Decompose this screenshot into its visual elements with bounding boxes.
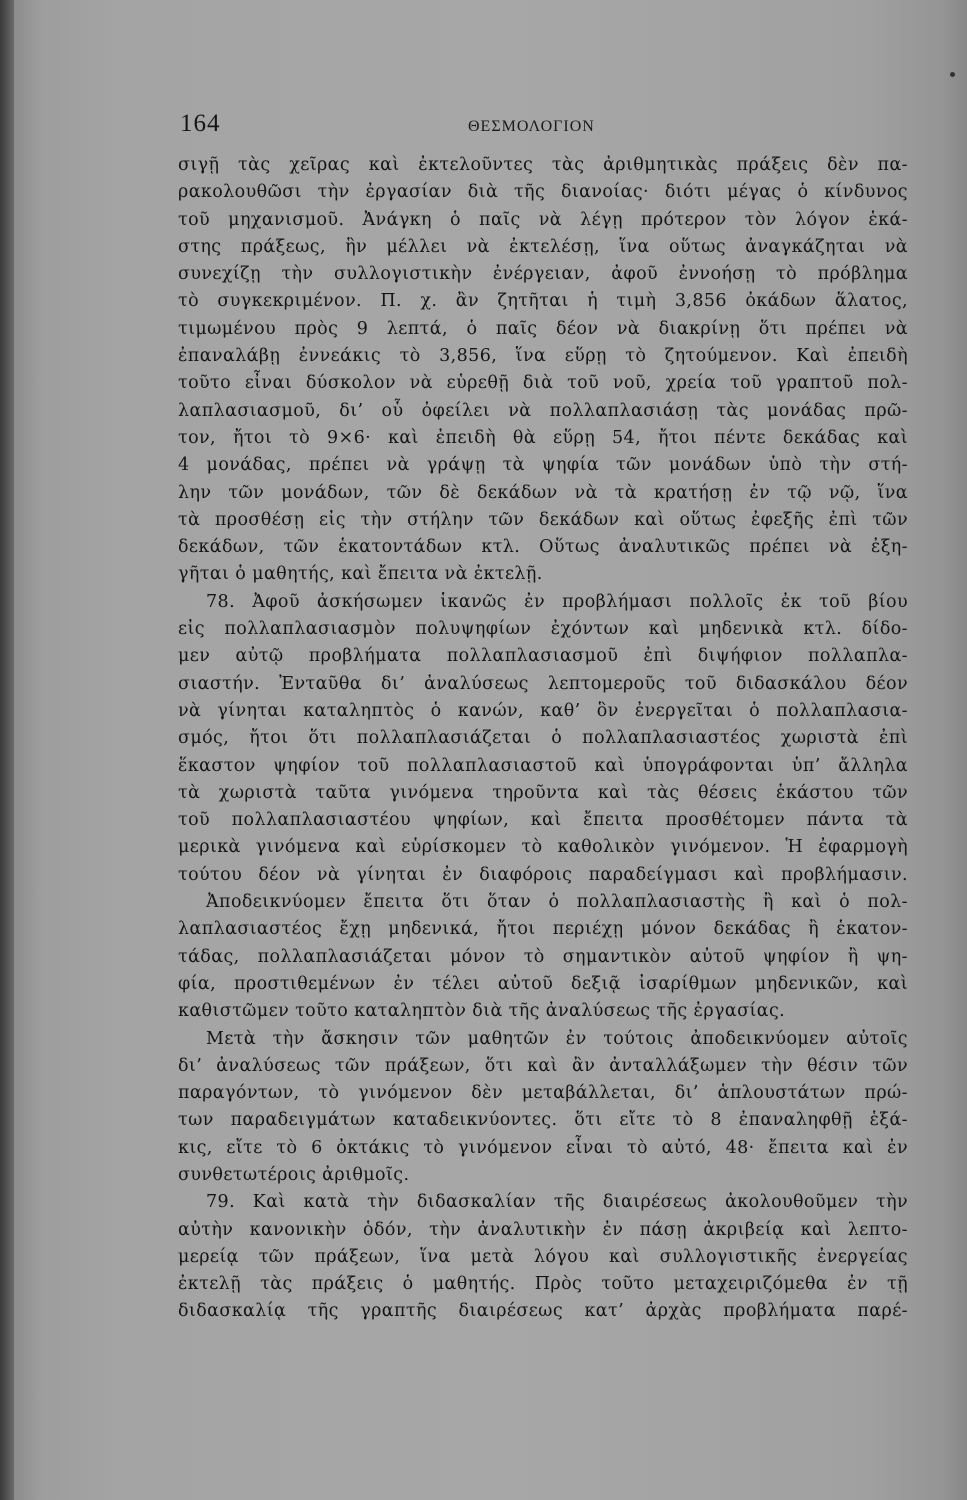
text-line: τοῦτο εἶναι δύσκολον νὰ εὑρεθῇ διὰ τοῦ νοῦ, χρεία τοῦ γραπτοῦ πολ- [178, 373, 908, 394]
text-line: δεκάδων, τῶν ἑκατοντάδων κτλ. Οὕτως ἀναλυτικῶς πρέπει νὰ ἐξη- [178, 537, 908, 558]
text-line: λαπλασιασμοῦ, δι’ οὗ ὀφείλει νὰ πολλαπλασιάσῃ τὰς μονάδας πρῶ- [178, 400, 908, 421]
text-line: παραγόντων, τὸ γινόμενον δὲν μεταβάλλεται, δι’ ἁπλουστάτων πρώ- [178, 1083, 908, 1104]
text-line: εἰς πολλαπλασιασμὸν πολυψηφίων ἐχόντων καὶ μηδενικὰ κτλ. δίδο- [178, 619, 908, 640]
text-line: τούτου δέον νὰ γίνηται ἐν διαφόροις παραδείγμασι καὶ προβλήμασιν. [178, 864, 908, 885]
spine-shadow [0, 0, 14, 1500]
ink-spot [950, 72, 955, 77]
text-line: ἕκαστον ψηφίον τοῦ πολλαπλασιαστοῦ καὶ ὑπογράφονται ὑπ’ ἄλληλα [178, 755, 908, 776]
paragraph-first-line: Ἀποδεικνύομεν ἔπειτα ὅτι ὅταν ὁ πολλαπλασιαστὴς ἢ καὶ ὁ πολ- [206, 892, 908, 913]
text-line: ἐκτελῇ τὰς πράξεις ὁ μαθητής. Πρὸς τοῦτο μεταχειριζόμεθα ἐν τῇ [178, 1274, 908, 1295]
text-line: ρακολουθῶσι τὴν ἐργασίαν διὰ τῆς διανοίας· διότι μέγας ὁ κίνδυνος [178, 182, 908, 203]
text-line: φία, προστιθεμένων ἐν τέλει αὐτοῦ δεξιᾷ ἰσαρίθμων μηδενικῶν, καὶ [178, 973, 908, 994]
paragraph-first-line: Μετὰ τὴν ἄσκησιν τῶν μαθητῶν ἐν τούτοις ἀποδεικνύομεν αὐτοῖς [206, 1028, 908, 1049]
text-line: ἐπαναλάβῃ ἐννεάκις τὸ 3,856, ἵνα εὕρῃ τὸ ζητούμενον. Καὶ ἐπειδὴ [178, 346, 908, 367]
text-line: λαπλασιαστέος ἔχῃ μηδενικά, ἤτοι περιέχῃ μόνον δεκάδας ἢ ἑκατον- [178, 919, 908, 940]
text-line: αὐτὴν κανονικὴν ὁδόν, τὴν ἀναλυτικὴν ἐν πάσῃ ἀκριβείᾳ καὶ λεπτο- [178, 1219, 908, 1240]
section-79-first-line: 79. Καὶ κατὰ τὴν διδασκαλίαν τῆς διαιρέσεως ἀκολουθοῦμεν τὴν [206, 1192, 908, 1213]
text-line: κις, εἴτε τὸ 6 ὀκτάκις τὸ γινόμενον εἶναι τὸ αὐτό, 48· ἔπειτα καὶ ἐν [178, 1137, 908, 1158]
text-line: δι’ ἀναλύσεως τῶν πράξεων, ὅτι καὶ ἂν ἀνταλλάξωμεν τὴν θέσιν τῶν [178, 1055, 908, 1076]
paragraph-end-line: καθιστῶμεν τοῦτο καταληπτὸν διὰ τῆς ἀναλύσεως τῆς ἐργασίας. [178, 1001, 786, 1022]
text-line: τοῦ μηχανισμοῦ. Ἀνάγκη ὁ παῖς νὰ λέγῃ πρότερον τὸν λόγον ἑκά- [178, 209, 908, 230]
text-line: συνεχίζῃ τὴν συλλογιστικὴν ἐνέργειαν, ἀφοῦ ἐννοήσῃ τὸ πρόβλημα [178, 264, 908, 285]
text-line: τὸ συγκεκριμένον. Π. χ. ἂν ζητῆται ἡ τιμὴ 3,856 ὀκάδων ἅλατος, [178, 291, 908, 312]
text-line: νὰ γίνηται καταληπτὸς ὁ κανών, καθ’ ὃν ἐνεργεῖται ὁ πολλαπλασια- [178, 700, 908, 721]
paragraph-end-line: συνθετωτέροις ἀριθμοῖς. [178, 1164, 410, 1185]
text-line: τὰ προσθέσῃ εἰς τὴν στήλην τῶν δεκάδων καὶ οὕτως ἐφεξῆς ἐπὶ τῶν [178, 509, 908, 530]
text-line: σιγῇ τὰς χεῖρας καὶ ἐκτελοῦντες τὰς ἀριθμητικὰς πράξεις δὲν πα- [178, 155, 908, 175]
text-line: λην τῶν μονάδων, τῶν δὲ δεκάδων νὰ τὰ κρατήσῃ ἐν τῷ νῷ, ἵνα [178, 482, 908, 503]
text-line: τιμωμένου πρὸς 9 λεπτά, ὁ παῖς δέον νὰ διακρίνῃ ὅτι πρέπει νὰ [178, 318, 908, 339]
text-line: σμός, ἤτοι ὅτι πολλαπλασιάζεται ὁ πολλαπλασιαστέος χωριστὰ ἐπὶ [178, 728, 908, 749]
text-line: μερείᾳ τῶν πράξεων, ἵνα μετὰ λόγου καὶ συλλογιστικῆς ἐνεργείας [178, 1246, 908, 1267]
text-line: σιαστήν. Ἐνταῦθα δι’ ἀναλύσεως λεπτομεροῦς τοῦ διδασκάλου δέον [178, 673, 908, 694]
text-line: τὰ χωριστὰ ταῦτα γινόμενα τηροῦντα καὶ τὰς θέσεις ἑκάστου τῶν [178, 782, 908, 803]
text-line: τοῦ πολλαπλασιαστέου ψηφίων, καὶ ἔπειτα προσθέτομεν πάντα τὰ [178, 810, 908, 831]
text-line: των παραδειγμάτων καταδεικνύοντες. ὅτι εἴτε τὸ 8 ἐπαναληφθῇ ἑξά- [178, 1110, 908, 1131]
section-78-first-line: 78. Ἀφοῦ ἀσκήσωμεν ἱκανῶς ἐν προβλήμασι πολλοῖς ἐκ τοῦ βίου [206, 591, 908, 612]
paragraph-end-line: γῆται ὁ μαθητής, καὶ ἔπειτα νὰ ἐκτελῇ. [178, 564, 543, 585]
text-line: τον, ἤτοι τὸ 9×6· καὶ ἐπειδὴ θὰ εὕρῃ 54, ἤτοι πέντε δεκάδας καὶ [178, 427, 908, 448]
text-line: τάδας, πολλαπλασιάζεται μόνον τὸ σημαντικὸν αὐτοῦ ψηφίον ἢ ψη- [178, 946, 908, 967]
page-number: 164 [180, 110, 221, 137]
text-body [178, 152, 908, 1326]
running-title: ΘΕΣΜΟΛΟΓΙΟΝ [468, 118, 595, 135]
text-line: 4 μονάδας, πρέπει νὰ γράψῃ τὰ ψηφία τῶν μονάδων ὑπὸ τὴν στή- [178, 455, 908, 476]
text-line: διδασκαλίᾳ τῆς γραπτῆς διαιρέσεως κατ’ ἀρχὰς προβλήματα παρέ- [178, 1301, 908, 1322]
text-line: στης πράξεως, ἣν μέλλει νὰ ἐκτελέσῃ, ἵνα οὕτως ἀναγκάζηται νὰ [178, 236, 908, 257]
text-line: μερικὰ γινόμενα καὶ εὑρίσκομεν τὸ καθολικὸν γινόμενον. Ἡ ἐφαρμογὴ [178, 837, 908, 858]
text-line: μεν αὐτῷ προβλήματα πολλαπλασιασμοῦ ἐπὶ διψήφιον πολλαπλα- [178, 646, 908, 667]
